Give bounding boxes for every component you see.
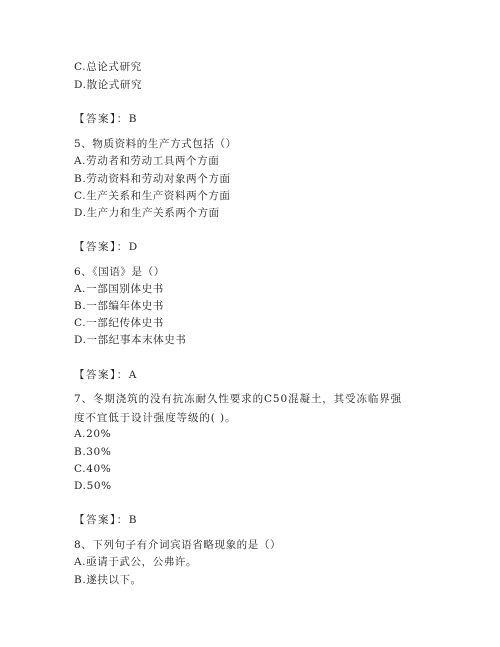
q6-option-a: A.一部国别体史书 bbox=[74, 283, 164, 295]
q7-question: 7、冬期浇筑的没有抗冻耐久性要求的C50混凝土，其受冻临界强度不宜低于设计强度等级的( )。 bbox=[74, 393, 403, 424]
q5-answer: 【答案】：D bbox=[74, 241, 139, 253]
q4-answer: 【答案】：B bbox=[74, 113, 138, 125]
q8-option-b: B.遂扶以下。 bbox=[74, 574, 142, 586]
q5-option-a: A.劳动者和劳动工具两个方面 bbox=[74, 155, 220, 167]
q7-option-d: D.50% bbox=[74, 480, 112, 492]
q5-option-c: C.生产关系和生产资料两个方面 bbox=[74, 190, 231, 202]
q8-question: 8、下列句子有介词宾语省略现象的是（） bbox=[74, 539, 282, 551]
q4-option-d: D.散论式研究 bbox=[74, 79, 143, 91]
q6-option-c: C.一部纪传体史书 bbox=[74, 317, 164, 329]
q8-option-a: A.亟请于武公，公弗许。 bbox=[74, 556, 198, 568]
q5-option-d: D.生产力和生产关系两个方面 bbox=[74, 207, 220, 219]
q6-answer: 【答案】：A bbox=[74, 369, 138, 381]
q6-option-d: D.一部纪事本末体史书 bbox=[74, 334, 187, 346]
q7-option-a: A.20% bbox=[74, 428, 112, 440]
q5-question: 5、物质资料的生产方式包括（） bbox=[74, 138, 237, 150]
q7-answer: 【答案】：B bbox=[74, 514, 138, 526]
q6-question: 6、《国语》是（） bbox=[74, 266, 165, 278]
q7-option-b: B.30% bbox=[74, 446, 112, 458]
q6-option-b: B.一部编年体史书 bbox=[74, 300, 164, 312]
q5-option-b: B.劳动资料和劳动对象两个方面 bbox=[74, 173, 231, 185]
q4-option-c: C.总论式研究 bbox=[74, 61, 142, 73]
q7-option-c: C.40% bbox=[74, 463, 112, 475]
